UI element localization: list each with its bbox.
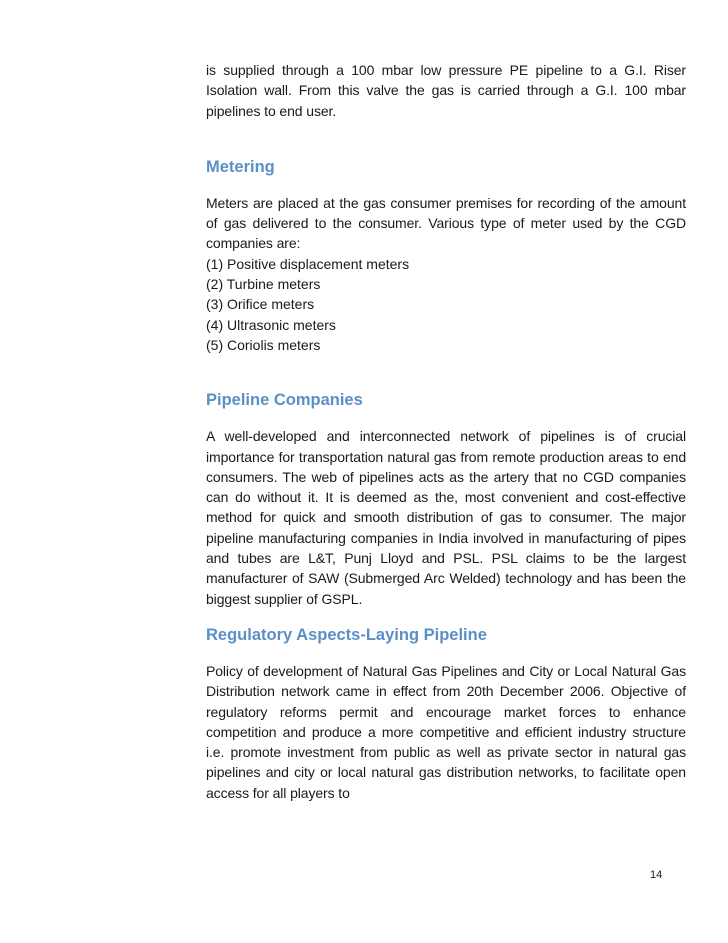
document-page (206, 60, 686, 803)
pipeline-companies-paragraph: A well-developed and interconnected network of pipelines is of crucial importance for transportation natural gas from remote production areas to end consumers. The web of pipelines acts as the artery that no CGD companies can do without it. It is deemed as the, most convenient and cost-effective method for quick and smooth distribution of gas to consumer. The major pipeline manufacturing companies in India involved in manufacturing of pipes and tubes are L&T, Punj Lloyd and PSL. PSL claims to be the largest manufacturer of SAW (Submerged Arc Welded) technology and has been the biggest supplier of GSPL. (206, 428, 686, 607)
list-item: (2) Turbine meters (206, 276, 321, 293)
list-item: (5) Coriolis meters (206, 336, 321, 353)
list-item: (4) Ultrasonic meters (206, 316, 336, 333)
metering-paragraph: Meters are placed at the gas consumer premises for recording of the amount of gas delivered to the consumer. Various type of meter used by the CGD companies are: (206, 194, 686, 252)
intro-paragraph: is supplied through a 100 mbar low pressure PE pipeline to a G.I. Riser Isolation wall. From this valve the gas is carried through a G.I. 100 mbar pipelines to end user. (206, 62, 686, 119)
regulatory-aspects-paragraph: Policy of development of Natural Gas Pipelines and City or Local Natural Gas Distribution network came in effect from 20th December 2006. Objective of regulatory reforms permit and encourage market forces to enhance competition and produce a more competitive and efficient industry structure i.e. promote investment from public as well as private sector in natural gas pipelines and city or local natural gas distribution networks, to facilitate open access for all players to (206, 662, 686, 801)
section-heading-metering: Metering (206, 157, 275, 176)
section-heading-regulatory-aspects: Regulatory Aspects-Laying Pipeline (206, 625, 487, 644)
list-item: (3) Orifice meters (206, 296, 315, 313)
section-heading-pipeline-companies: Pipeline Companies (206, 391, 363, 410)
page-number: 14 (650, 869, 663, 881)
list-item: (1) Positive displacement meters (206, 255, 410, 272)
meter-types-list (206, 254, 686, 355)
